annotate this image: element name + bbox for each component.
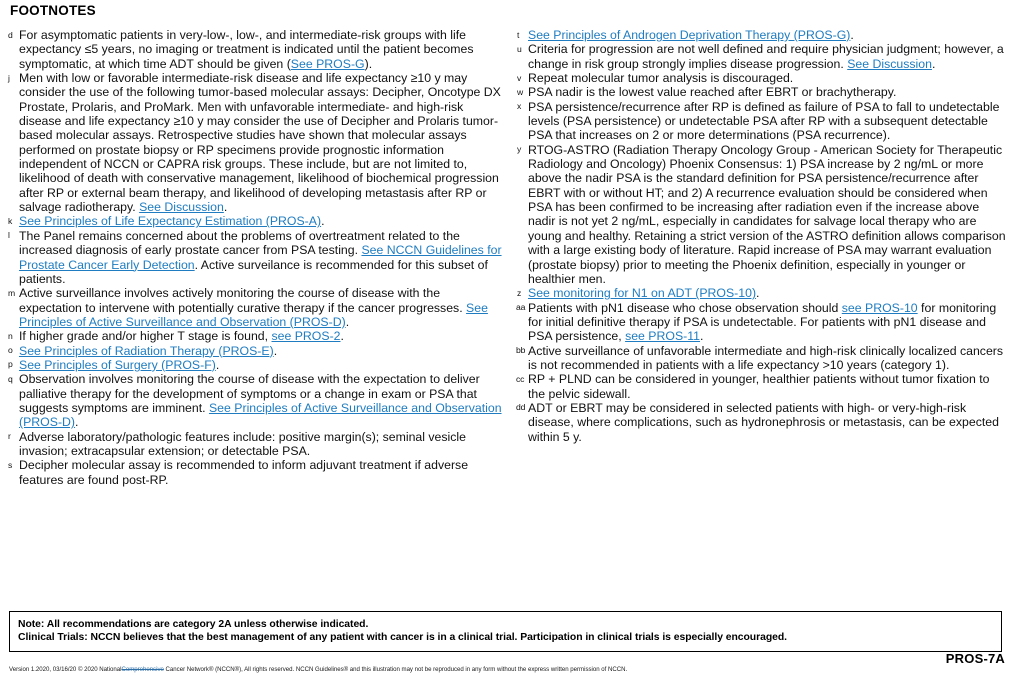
footnote-q — [8, 372, 503, 429]
footnote-marker-j: j — [8, 72, 10, 83]
footnote-link[interactable]: See Principles of Active Surveillance and Observation (PROS-D) — [19, 300, 488, 329]
footnote-text: . — [756, 286, 760, 301]
footnote-link[interactable]: See Principles of Active Surveillance and Observation (PROS-D) — [19, 400, 502, 430]
footnote-text: The Panel remains concerned about the problems of overtreatment related to the increased diagnosis of early prostate cancer from PSA testing. — [19, 228, 460, 258]
footnote-marker-dd: dd — [516, 402, 526, 413]
footnote-d — [8, 28, 503, 71]
footnote-bb — [517, 344, 1009, 373]
version-copyright-line — [9, 666, 627, 674]
footnote-link[interactable]: See Principles of Surgery (PROS-F) — [19, 357, 216, 372]
footnote-marker-t: t — [517, 29, 520, 40]
footnote-text: . — [273, 343, 278, 358]
footnote-o — [8, 344, 503, 358]
footnote-r — [8, 430, 503, 459]
footnote-t — [517, 28, 1009, 42]
footnote-text: . — [215, 357, 220, 372]
footnote-text: Active surveillance of unfavorable intermediate and high-risk clinically localized cancers is not recommended in patients with a life expectancy >10 years (category 1). — [528, 343, 1004, 372]
footnote-marker-l: l — [8, 230, 10, 241]
footnote-y — [517, 143, 1009, 286]
note-line-clinical-trials: Clinical Trials: NCCN believes that the best management of any patient with cancer is in a clinical trial. Participation in clinical trials is especially encouraged. — [18, 632, 787, 644]
footnote-u — [517, 42, 1009, 71]
footnote-marker-u: u — [517, 43, 522, 54]
footnote-w — [517, 85, 1009, 99]
footnote-text: Repeat molecular tumor analysis is discouraged. — [528, 71, 794, 86]
footnote-link[interactable]: See NCCN Guidelines for Prostate Cancer Early Detection — [19, 243, 502, 272]
footnote-s — [8, 458, 503, 487]
footnotes-left-column — [0, 28, 509, 487]
footnote-text: For asymptomatic patients in very-low-, low-, and intermediate-risk groups with life expectancy ≤5 years, no imaging or treatment is indicated until the patient becomes symptomatic, at which time ADT should be given ( — [19, 28, 474, 71]
footnote-text: . — [321, 214, 325, 229]
footnote-marker-n: n — [8, 330, 13, 341]
footnote-text: PSA nadir is the lowest value reached after EBRT or brachytherapy. — [528, 85, 897, 100]
footnote-k — [8, 214, 503, 228]
page-code: PROS-7A — [945, 651, 1005, 666]
footnote-m — [8, 286, 503, 329]
footnote-text: for monitoring for initial definitive therapy if PSA is undetectable. For patients with pN1 disease and PSA persistence, — [528, 300, 997, 344]
note-line-recommendations: Note: All recommendations are category 2A unless otherwise indicated. — [18, 619, 369, 630]
footnote-text: Observation involves monitoring the course of disease with the expectation to deliver palliative therapy for the development of symptoms or a change in exam or PSA that suggests symptoms are imminent. — [19, 372, 480, 415]
footnote-text: ADT or EBRT may be considered in selected patients with high- or very-high-risk disease, where complications, such as hydronephrosis or metastasis, can be expected within 5 y. — [528, 400, 999, 444]
footnote-text: Criteria for progression are not well defined and require physician judgment; however, a change in risk group strongly implies disease progression. — [528, 42, 1004, 71]
footnote-z — [517, 286, 1009, 300]
footnote-aa — [517, 301, 1009, 344]
footnote-marker-s: s — [8, 459, 13, 470]
footnote-text: . — [931, 56, 936, 71]
footnote-marker-y: y — [517, 144, 522, 155]
footnote-v — [517, 71, 1009, 85]
footnote-marker-bb: bb — [516, 345, 526, 356]
footnote-text: . Active surveilance is recommended for this subset of patients. — [19, 257, 488, 286]
footnote-text: ). — [364, 56, 373, 71]
footnote-cc — [517, 372, 1009, 401]
footnote-dd — [517, 401, 1009, 444]
footnote-text: Active surveillance involves actively monitoring the course of disease with the expectation to intervene with potentially curative therapy if the cancer progresses. — [19, 286, 467, 315]
footnote-text: Men with low or favorable intermediate-risk disease and life expectancy ≥10 y may consider the use of the following tumor-based molecular assays: Decipher, Oncotype DX Prostate, Prolaris, and ProMark. Men with unfavorable intermediate- and high-risk disease and life expectancy ≥10 y may consider the use of Decipher and Prolaris tumor-based molecular assays. Retrospective studies have shown that molecular assays performed on prostate biopsy or RP specimens provide prognostic information independent of NCCN or CAPRA risk groups. These include, but are not limited to, likelihood of death with conservative management, likelihood of biochemical progression after RP or external beam therapy, and likelihood of developing metastasis after RP or salvage radiotherapy. — [19, 71, 501, 215]
footnote-marker-x: x — [517, 101, 522, 112]
footnote-link[interactable]: See monitoring for N1 on ADT (PROS-10) — [528, 286, 757, 301]
footnote-marker-cc: cc — [516, 373, 525, 384]
footnote-link[interactable]: See Principles of Androgen Deprivation Therapy (PROS-G) — [528, 28, 851, 42]
footnotes-right-column — [509, 28, 1017, 444]
footnote-l — [8, 229, 503, 286]
version-struck-word: Comprehensive — [121, 666, 164, 673]
footnote-link[interactable]: See Principles of Life Expectancy Estimation (PROS-A) — [19, 214, 322, 229]
footnote-marker-r: r — [8, 431, 11, 442]
footnote-marker-w: w — [517, 86, 524, 97]
footnote-link[interactable]: See PROS-G — [290, 56, 365, 71]
version-prefix: Version 1.2020, 03/16/20 © 2020 National — [9, 666, 122, 673]
footnote-link[interactable]: See Discussion — [139, 200, 224, 215]
footnote-x — [517, 100, 1009, 143]
note-box — [9, 611, 1002, 652]
footnote-marker-k: k — [8, 215, 13, 226]
footnote-text: RTOG-ASTRO (Radiation Therapy Oncology Group - American Society for Therapeutic Radiology and Oncology) Phoenix Consensus: 1) PSA increase by 2 ng/mL or more above the nadir PSA is the standard definition for PSA persistence/recurrence after EBRT with or without HT; and 2) A recurrence evaluation should be considered when PSA has been confirmed to be increasing after radiation even if the increase above nadir is not yet 2 ng/mL, especially in candidates for salvage local therapy who are young and healthy. Retaining a strict version of the ASTRO definition allows comparison with a large existing body of literature. Rapid increase of PSA may warrant evaluation (prostate biopsy) prior to meeting the Phoenix definition, especially in younger or healthier men. — [528, 142, 1006, 286]
footnote-link[interactable]: see PROS-11 — [625, 329, 701, 344]
page-title: FOOTNOTES — [10, 3, 96, 18]
footnotes-columns — [0, 28, 1017, 487]
footnote-j — [8, 71, 503, 214]
footnote-text: . — [345, 314, 350, 329]
footnote-text: If higher grade and/or higher T stage is found, — [19, 329, 272, 344]
footnote-marker-m: m — [8, 287, 16, 298]
footnote-link[interactable]: see PROS-10 — [841, 300, 918, 315]
footnote-marker-d: d — [8, 29, 13, 40]
version-suffix: Cancer Network® (NCCN®), All rights reserved. NCCN Guidelines® and this illustration may not be reproduced in any form without the express written permission of NCCN. — [163, 666, 628, 673]
footnote-text: Decipher molecular assay is recommended to inform adjuvant treatment if adverse features are found post-RP. — [19, 458, 469, 487]
footnote-text: . — [75, 415, 79, 430]
footnote-text: . — [850, 28, 854, 42]
footnote-n — [8, 329, 503, 343]
footnote-marker-o: o — [8, 345, 13, 356]
footnote-text: Adverse laboratory/pathologic features include: positive margin(s); seminal vesicle invasion; extracapsular extension; or detectable PSA. — [19, 429, 466, 458]
footnote-link[interactable]: See Principles of Radiation Therapy (PROS-E) — [19, 343, 274, 358]
footnote-text: RP + PLND can be considered in younger, healthier patients without tumor fixation to the pelvic sidewall. — [528, 372, 990, 401]
footnote-link[interactable]: see PROS-2 — [271, 329, 341, 344]
footnote-text: PSA persistence/recurrence after RP is defined as failure of PSA to fall to undetectable levels (PSA persistence) or undetectable PSA after RP with a subsequent detectable PSA that increases on 2 or more determinations (PSA recurrence). — [528, 99, 1000, 143]
footnote-marker-p: p — [8, 359, 13, 370]
footnote-marker-aa: aa — [516, 302, 526, 313]
footnote-marker-v: v — [517, 72, 522, 83]
footnote-p — [8, 358, 503, 372]
footnote-text: . — [340, 329, 344, 344]
footnote-marker-q: q — [8, 373, 13, 384]
footnote-text: . — [700, 329, 704, 344]
footnote-text: Patients with pN1 disease who chose observation should — [528, 300, 842, 315]
footnote-link[interactable]: See Discussion — [847, 56, 932, 71]
footnote-text: . — [223, 200, 228, 215]
footnote-marker-z: z — [517, 287, 522, 298]
